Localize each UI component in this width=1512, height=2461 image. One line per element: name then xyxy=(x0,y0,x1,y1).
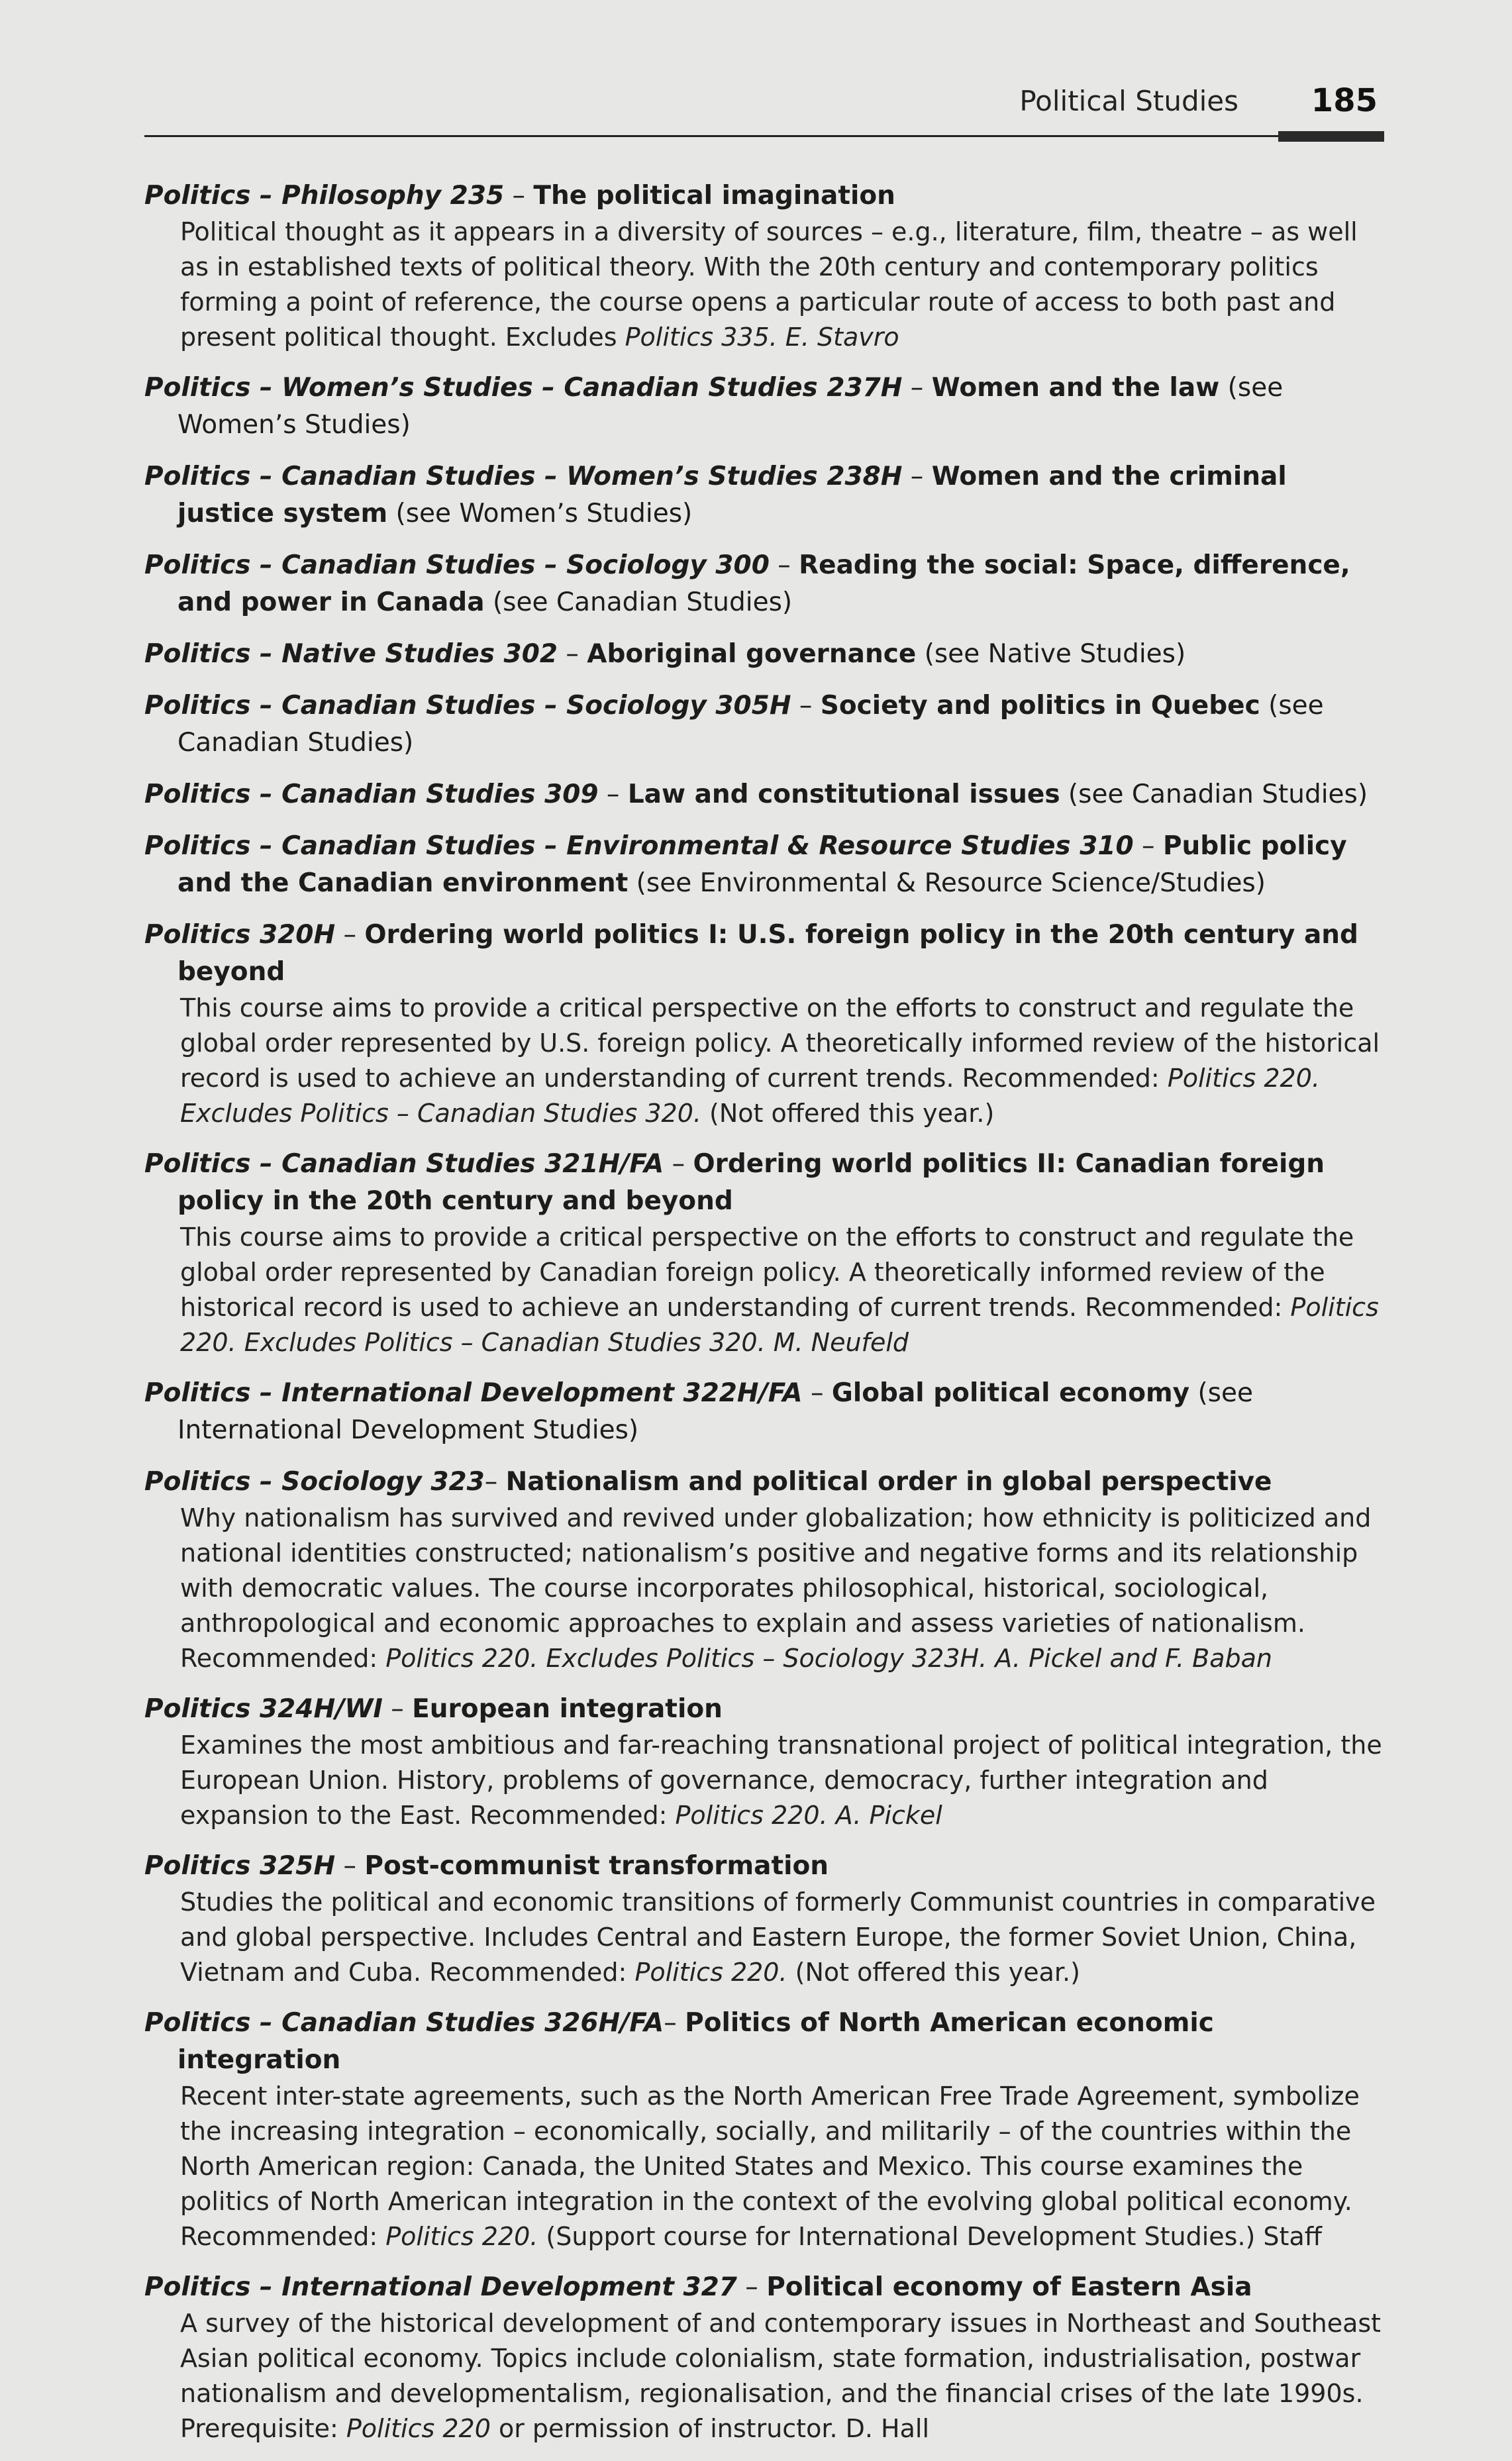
course-heading xyxy=(144,636,1384,673)
description-note: (Not offered this year.) xyxy=(701,1099,995,1128)
course-title: Aboriginal governance xyxy=(587,639,917,669)
course-separator: – xyxy=(791,691,821,721)
course-title: Nationalism and political order in global perspective xyxy=(505,1467,1272,1497)
course-heading xyxy=(144,1848,1384,1885)
description-text: This course aims to provide a critical perspective on the efforts to construct and regulate the global order represented by U.S. foreign policy. A theoretically informed review of the historical record is used to achieve an understanding of current trends. Recommended: xyxy=(180,993,1380,1093)
course-cross-reference: (see Women’s Studies) xyxy=(177,373,1284,440)
course-entry xyxy=(144,1848,1384,1990)
course-code: Politics – Canadian Studies – Environmental & Resource Studies 310 xyxy=(144,831,1134,861)
course-title: Society and politics in Quebec xyxy=(820,691,1260,721)
description-text: Political thought as it appears in a diversity of sources – e.g., literature, film, theatre – as well as in established texts of political theory. With the 20th century and contemporary politics forming a point of reference, the course opens a particular route of access to both past and present political thought. Excludes xyxy=(180,217,1358,352)
description-text: A survey of the historical development of and contemporary issues in Northeast and Southeast Asian political economy. Topics include colonialism, state formation, industrialisation, postwar nationalism and developmentalism, regionalisation, and the financial crises of the late 1990s. Prerequisite: xyxy=(180,2309,1382,2443)
course-title: Global political economy xyxy=(831,1378,1190,1408)
course-separator: – xyxy=(902,462,932,491)
course-cross-reference: (see Canadian Studies) xyxy=(1060,779,1368,809)
course-description xyxy=(180,1501,1384,1676)
course-heading xyxy=(144,687,1384,762)
course-description xyxy=(180,1885,1384,1990)
course-heading xyxy=(144,1691,1384,1728)
course-description xyxy=(180,1728,1384,1833)
course-description xyxy=(180,2079,1384,2254)
course-entry xyxy=(144,687,1384,762)
course-description xyxy=(180,2306,1384,2446)
page-header xyxy=(144,73,1384,146)
course-separator: – xyxy=(664,1149,693,1179)
description-text: This course aims to provide a critical perspective on the efforts to construct and regulate the global order represented by Canadian foreign policy. A theoretically informed review of the historical record is used to achieve an understanding of current trends. Recommended: xyxy=(180,1223,1354,1322)
course-cross-reference: (see Women’s Studies) xyxy=(387,499,693,528)
course-entry xyxy=(144,917,1384,1131)
course-code: Politics – Canadian Studies – Sociology 305H xyxy=(144,691,791,721)
course-title: Political economy of Eastern Asia xyxy=(766,2272,1252,2302)
course-code: Politics – Sociology 323 xyxy=(144,1467,485,1497)
course-title: Women and the law xyxy=(931,373,1220,403)
course-heading xyxy=(144,547,1384,621)
course-entry xyxy=(144,547,1384,621)
course-separator: – xyxy=(484,1467,506,1497)
course-entry xyxy=(144,636,1384,673)
course-separator: – xyxy=(335,1851,365,1881)
course-title: Ordering world politics I: U.S. foreign policy in the 20th century and beyond xyxy=(177,920,1358,987)
description-note: or permission of instructor. D. Hall xyxy=(490,2414,930,2443)
course-code: Politics 320H xyxy=(144,920,336,950)
course-title: The political imagination xyxy=(533,181,895,211)
course-code: Politics – Philosophy 235 xyxy=(144,181,505,211)
course-separator: – xyxy=(664,2008,685,2038)
course-heading xyxy=(144,370,1384,444)
course-code: Politics – Women’s Studies – Canadian Studies 237H xyxy=(144,373,903,403)
course-code: Politics – International Development 327 xyxy=(144,2272,737,2302)
course-code: Politics – Canadian Studies 309 xyxy=(144,779,599,809)
description-reference: Politics 220. xyxy=(385,2222,538,2251)
description-reference: Politics 220. A. Pickel xyxy=(675,1801,942,1830)
course-heading xyxy=(144,2005,1384,2079)
course-separator: – xyxy=(802,1378,832,1408)
course-code: Politics – Native Studies 302 xyxy=(144,639,558,669)
course-entry xyxy=(144,2269,1384,2446)
header-rule xyxy=(144,135,1384,137)
course-code: Politics 324H/WI xyxy=(144,1694,383,1724)
description-reference: Politics 220 xyxy=(346,2414,491,2443)
course-separator: – xyxy=(335,920,365,950)
course-heading xyxy=(144,458,1384,532)
course-heading xyxy=(144,1146,1384,1220)
course-heading xyxy=(144,828,1384,902)
course-title: Women and the criminal justice system xyxy=(177,462,1287,528)
description-text: Examines the most ambitious and far-reaching transnational project of political integration, the European Union. History, problems of governance, democracy, further integration and expansion to the East. Recommended: xyxy=(180,1731,1382,1830)
course-cross-reference: (see Canadian Studies) xyxy=(484,587,793,617)
course-heading xyxy=(144,2269,1384,2306)
course-description xyxy=(180,991,1384,1131)
course-code: Politics 325H xyxy=(144,1851,336,1881)
course-separator: – xyxy=(769,550,799,580)
course-title: European integration xyxy=(412,1694,723,1724)
course-code: Politics – Canadian Studies – Women’s Studies 238H xyxy=(144,462,903,491)
course-title: Post-communist transformation xyxy=(364,1851,829,1881)
page-number: 185 xyxy=(1311,82,1378,119)
course-separator: – xyxy=(736,2272,767,2302)
description-note: (Not offered this year.) xyxy=(787,1958,1080,1987)
course-list xyxy=(144,177,1384,2461)
course-entry xyxy=(144,828,1384,902)
course-cross-reference: (see Canadian Studies) xyxy=(177,691,1324,758)
course-description xyxy=(180,215,1384,355)
course-title: Reading the social: Space, difference, and power in Canada xyxy=(177,550,1350,617)
description-reference: Politics 220. Excludes Politics – Sociology 323H. A. Pickel and F. Baban xyxy=(385,1644,1273,1673)
course-description xyxy=(180,1220,1384,1360)
description-text: Why nationalism has survived and revived under globalization; how ethnicity is politicized and national identities constructed; nationalism’s positive and negative forms and its relationship with democratic values. The course incorporates philosophical, historical, sociological, anthropological and economic approaches to explain and assess varieties of nationalism. Recommended: xyxy=(180,1503,1372,1673)
course-heading xyxy=(144,917,1384,991)
course-heading xyxy=(144,776,1384,813)
course-title: Politics of North American economic integration xyxy=(177,2008,1214,2075)
course-separator: – xyxy=(557,639,587,669)
description-reference: Politics 220. Excludes Politics – Canadian Studies 320. xyxy=(180,1064,1320,1128)
description-reference: Politics 335. E. Stavro xyxy=(625,323,899,352)
course-heading xyxy=(144,177,1384,215)
description-reference: Politics 220. Excludes Politics – Canadian Studies 320. M. Neufeld xyxy=(180,1293,1379,1357)
course-cross-reference: (see Environmental & Resource Science/Studies) xyxy=(628,868,1266,898)
course-entry xyxy=(144,1691,1384,1833)
description-note: (Support course for International Development Studies.) Staff xyxy=(538,2222,1322,2251)
course-entry xyxy=(144,177,1384,355)
course-code: Politics – Canadian Studies 321H/FA xyxy=(144,1149,664,1179)
course-entry xyxy=(144,458,1384,532)
course-title: Ordering world politics II: Canadian foreign policy in the 20th century and beyond xyxy=(177,1149,1325,1216)
course-separator: – xyxy=(504,181,534,211)
course-code: Politics – International Development 322H/FA xyxy=(144,1378,803,1408)
description-text: Studies the political and economic transitions of formerly Communist countries in comparative and global perspective. Includes Central and Eastern Europe, the former Soviet Union, China, Vietnam and Cuba. Recommended: xyxy=(180,1887,1376,1987)
course-entry xyxy=(144,776,1384,813)
course-separator: – xyxy=(598,779,628,809)
course-entry xyxy=(144,1146,1384,1360)
course-separator: – xyxy=(382,1694,413,1724)
description-reference: Politics 220. xyxy=(634,1958,787,1987)
description-text: Recent inter-state agreements, such as the North American Free Trade Agreement, symbolize the increasing integration – economically, socially, and militarily – of the countries within the North American region: Canada, the United States and Mexico. This course examines the politics of North American integration in the context of the evolving global political economy. Recommended: xyxy=(180,2082,1360,2251)
course-entry xyxy=(144,370,1384,444)
course-title: Public policy and the Canadian environment xyxy=(177,831,1347,898)
section-title: Political Studies xyxy=(1019,85,1238,117)
course-cross-reference: (see Native Studies) xyxy=(916,639,1186,669)
course-entry xyxy=(144,1464,1384,1676)
course-code: Politics – Canadian Studies 326H/FA xyxy=(144,2008,664,2038)
course-heading xyxy=(144,1464,1384,1501)
header-tab-marker xyxy=(1278,131,1384,142)
course-heading xyxy=(144,1375,1384,1449)
course-separator: – xyxy=(902,373,932,403)
course-separator: – xyxy=(1133,831,1163,861)
course-entry xyxy=(144,2005,1384,2254)
course-code: Politics – Canadian Studies – Sociology 300 xyxy=(144,550,770,580)
course-title: Law and constitutional issues xyxy=(627,779,1060,809)
course-cross-reference: (see International Development Studies) xyxy=(177,1378,1253,1445)
course-entry xyxy=(144,1375,1384,1449)
